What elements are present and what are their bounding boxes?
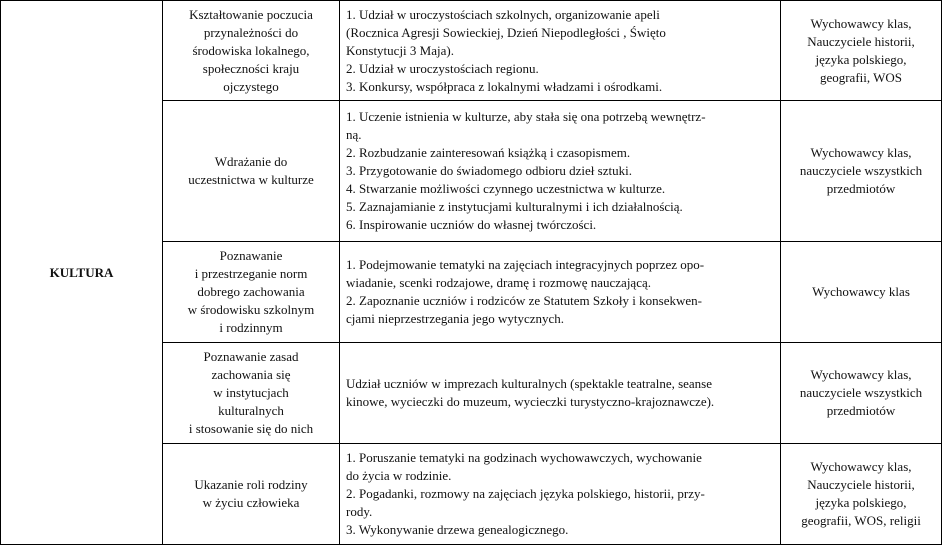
goal-line: Poznawanie zasad <box>203 349 299 364</box>
task-line: rody. <box>346 504 373 519</box>
task-line: 2. Zapoznanie uczniów i rodziców ze Statutem Szkoły i konsekwen- <box>346 293 702 308</box>
responsible-line: geografii, WOS <box>819 69 903 85</box>
responsible-cell <box>781 343 942 444</box>
responsible-line: Nauczyciele historii, <box>807 477 915 492</box>
tasks-cell <box>340 444 781 545</box>
task-line: (Rocznica Agresji Sowieckiej, Dzień Niepodległości , Święto <box>346 24 666 40</box>
responsible-line: Wychowawcy klas, <box>810 367 912 382</box>
goal-cell <box>163 242 340 343</box>
responsible-cell <box>781 444 942 545</box>
goal-line: uczestnictwa w kulturze <box>188 172 314 187</box>
table-body <box>1 1 942 545</box>
goal-line: zachowania się <box>211 367 291 382</box>
responsible-line: języka polskiego, <box>815 51 907 67</box>
goal-line: Kształtowanie poczucia <box>189 6 313 22</box>
tasks-cell <box>340 343 781 444</box>
tasks-cell <box>340 1 781 101</box>
goal-line: i rodzinnym <box>219 320 283 335</box>
tasks-cell <box>340 101 781 242</box>
task-line: 2. Udział w uroczystościach regionu. <box>346 60 539 76</box>
task-line: cjami nieprzestrzegania jego wytycznych. <box>346 311 565 326</box>
responsible-line: przedmiotów <box>826 403 896 418</box>
task-line: 1. Udział w uroczystościach szkolnych, organizowanie apeli <box>346 6 660 22</box>
task-line: 5. Zaznajamianie z instytucjami kulturalnymi i ich działalnością. <box>346 199 683 214</box>
task-line: 3. Konkursy, współpraca z lokalnymi władzami i ośrodkami. <box>346 78 663 94</box>
task-line: 2. Rozbudzanie zainteresowań książką i czasopismem. <box>346 145 631 160</box>
task-line: 1. Poruszanie tematyki na godzinach wychowawczych, wychowanie <box>346 450 702 465</box>
responsible-line: Wychowawcy klas <box>812 284 910 299</box>
goal-line: w życiu człowieka <box>202 495 300 510</box>
responsible-line: przedmiotów <box>826 181 896 196</box>
responsible-line: nauczyciele wszystkich <box>799 385 923 400</box>
goal-line: i stosowanie się do nich <box>188 421 314 436</box>
goal-line: w instytucjach <box>213 385 289 400</box>
responsible-cell <box>781 1 942 101</box>
task-line: 3. Przygotowanie do świadomego odbioru dzieł sztuki. <box>346 163 632 178</box>
goal-line: kulturalnych <box>218 403 284 418</box>
task-line: 1. Uczenie istnienia w kulturze, aby stała się ona potrzebą wewnętrz- <box>346 109 706 124</box>
goal-cell <box>163 343 340 444</box>
goal-line: społeczności kraju <box>202 60 300 76</box>
responsible-line: języka polskiego, <box>815 495 907 510</box>
task-line: 6. Inspirowanie uczniów do własnej twórczości. <box>346 217 597 232</box>
responsible-line: Wychowawcy klas, <box>810 459 912 474</box>
goal-line: i przestrzeganie norm <box>194 266 308 281</box>
task-line: Konstytucji 3 Maja). <box>346 42 454 58</box>
responsible-line: geografii, WOS, religii <box>801 513 921 528</box>
goal-line: Wdrażanie do <box>214 154 288 169</box>
task-line: 3. Wykonywanie drzewa genealogicznego. <box>346 522 569 537</box>
goal-line: przynależności do <box>203 24 299 40</box>
goal-cell <box>163 101 340 242</box>
task-line: 4. Stwarzanie możliwości czynnego uczestnictwa w kulturze. <box>346 181 666 196</box>
goal-line: Ukazanie roli rodziny <box>194 477 308 492</box>
goal-cell <box>163 444 340 545</box>
task-line: ną. <box>346 127 362 142</box>
table-row <box>1 1 942 101</box>
area-cell: KULTURA <box>1 1 163 545</box>
responsible-line: Wychowawcy klas, <box>810 15 912 31</box>
task-line: 2. Pogadanki, rozmowy na zajęciach języka polskiego, historii, przy- <box>346 486 705 501</box>
goal-line: ojczystego <box>223 78 279 94</box>
task-line: do życia w rodzinie. <box>346 468 452 483</box>
task-line: 1. Podejmowanie tematyki na zajęciach integracyjnych poprzez opo- <box>346 257 705 272</box>
goal-line: w środowisku szkolnym <box>187 302 315 317</box>
goal-line: środowiska lokalnego, <box>192 42 310 58</box>
task-line: Udział uczniów w imprezach kulturalnych (spektakle teatralne, seanse <box>346 376 713 391</box>
responsible-line: Nauczyciele historii, <box>807 33 915 49</box>
responsible-line: nauczyciele wszystkich <box>799 163 923 178</box>
responsible-cell <box>781 101 942 242</box>
task-line: wiadanie, scenki rodzajowe, dramę i rozmowę nauczającą. <box>346 275 651 290</box>
tasks-cell <box>340 242 781 343</box>
goal-line: Poznawanie <box>219 248 283 263</box>
goal-line: dobrego zachowania <box>197 284 305 299</box>
goal-cell <box>163 1 340 101</box>
task-line: kinowe, wycieczki do muzeum, wycieczki turystyczno-krajoznawcze). <box>346 394 715 409</box>
responsible-line: Wychowawcy klas, <box>810 145 912 160</box>
responsible-cell <box>781 242 942 343</box>
